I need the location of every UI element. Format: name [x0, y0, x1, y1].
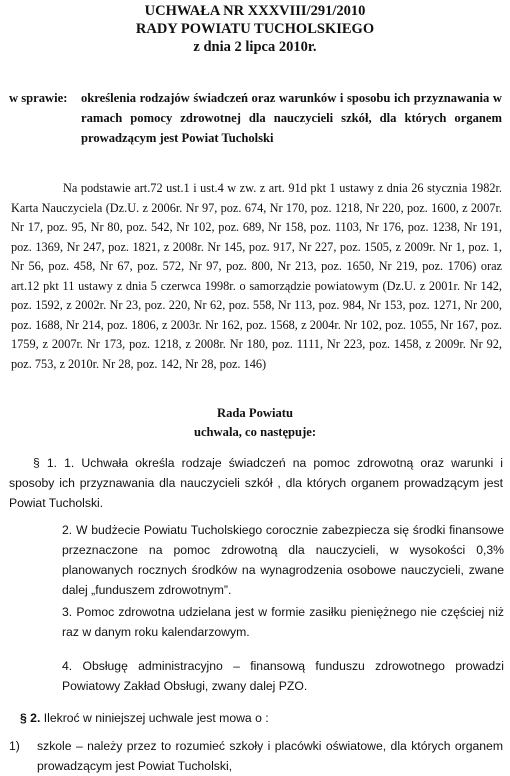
- decides-line: uchwala, co następuje:: [193, 425, 317, 439]
- section-2-label: § 2.: [20, 711, 41, 725]
- section-1-item-2: 2. W budżecie Powiatu Tucholskiego corocznie zabezpiecza się środki finansowe przeznaczone na pomoc zdrowotną dla nauczycieli, w wysokości 0,3% planowanych rocznych środków na wynagrodzenia osobowe nauczycieli, zwane dalej „funduszem zdrowotnym”.: [62, 523, 504, 597]
- council-decision-heading: [0, 404, 510, 442]
- legal-basis-paragraph: Na podstawie art.72 ust.1 i ust.4 w zw. z art. 91d pkt 1 ustawy z dnia 26 stycznia 1982r. Karta Nauczyciela (Dz.U. z 2006r. Nr 97, poz. 674, Nr 170, poz. 1218, Nr 220, poz. 1600, z 2007r. Nr 17, poz. 95, Nr 80, poz. 542, Nr 102, poz. 689, Nr 158, poz. 1103, Nr 176, poz. 1238, Nr 191, poz. 1369, Nr 247, poz. 1821, z 2008r. Nr 145, poz. 917, Nr 227, poz. 1505, z 2009r. Nr 1, poz. 1, Nr 56, poz. 458, Nr 67, poz. 572, Nr 97, poz. 800, Nr 213, poz. 1650, Nr 219, poz. 1706) oraz art.12 pkt 11 ustawy z dnia 5 czerwca 1998r. o samorządzie powiatowym (Dz.U. z 2001r. Nr 142, poz. 1592, z 2002r. Nr 23, poz. 220, Nr 62, poz. 558, Nr 113, poz. 984, Nr 153, poz. 1271, Nr 200, poz. 1688, Nr 214, poz. 1806, z 2003r. Nr 162, poz. 1568, z 2004r. Nr 102, poz. 1055, Nr 167, poz. 1759, z 2007r. Nr 173, poz. 1218, z 2008r. Nr 180, poz. 1111, Nr 223, poz. 1458, z 2009r. Nr 92, poz. 753, z 2010r. Nr 28, poz. 142, Nr 28, poz. 146): [11, 181, 502, 371]
- subject-lead: w sprawie:: [9, 91, 68, 105]
- resolution-date: z dnia 2 lipca 2010r.: [193, 39, 317, 55]
- section-1-label: § 1.: [33, 456, 58, 470]
- section-2-intro: [20, 708, 500, 728]
- section-1-item-4: 4. Obsługę administracyjno – finansową funduszu zdrowotnego prowadzi Powiatowy Zakład Obsługi, zwany dalej PZO.: [62, 659, 504, 693]
- section-1-item-1-text: 1. Uchwała określa rodzaje świadczeń na pomoc zdrowotną oraz warunki i sposoby ich przyznawania dla nauczycieli szkół , dla których organem prowadzącym jest Powiat Tucholski.: [9, 456, 503, 510]
- section-1-item-3: 3. Pomoc zdrowotna udzielana jest w formie zasiłku pieniężnego nie częściej niż raz w danym roku kalendarzowym.: [62, 605, 504, 639]
- council-name: RADY POWIATU TUCHOLSKIEGO: [135, 21, 375, 37]
- council-line: Rada Powiatu: [217, 406, 293, 420]
- section-2-intro-text: Ilekroć w niniejszej uchwale jest mowa o :: [43, 711, 269, 725]
- section-1-item-1: [9, 453, 503, 513]
- resolution-number: UCHWAŁA NR XXXVIII/291/2010: [144, 3, 366, 19]
- subject-text: określenia rodzajów świadczeń oraz warunków i sposobu ich przyznawania w ramach pomocy zdrowotnej dla nauczycieli szkół, dla których organem prowadzącym jest Powiat Tucholski: [81, 91, 502, 145]
- resolution-header: [0, 2, 510, 56]
- point-1-number: 1): [9, 739, 20, 753]
- point-1-text: szkole – należy przez to rozumieć szkoły i placówki oświatowe, dla których organem prowadzącym jest Powiat Tucholski,: [37, 739, 503, 773]
